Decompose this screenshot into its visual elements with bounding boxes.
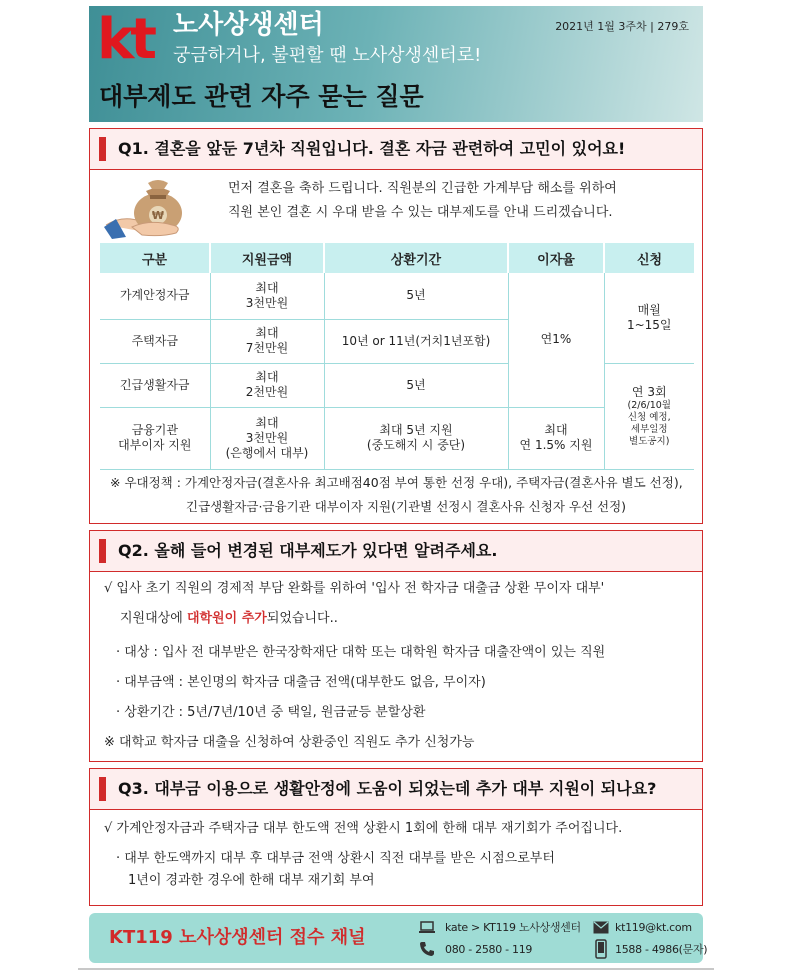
table-row bbox=[100, 273, 694, 319]
row-period: 5년 bbox=[324, 363, 508, 407]
page-title: 대부제도 관련 자주 묻는 질문 bbox=[99, 82, 424, 111]
email-channel[interactable]: kt119@kt.com bbox=[615, 921, 692, 934]
row-amount: 최대 7천만원 bbox=[210, 319, 324, 363]
issue-info: 2021년 1월 3주차 | 279호 bbox=[555, 20, 689, 33]
row-amount: 최대 3천만원 (은행에서 대부) bbox=[210, 407, 324, 469]
q3-header bbox=[90, 769, 702, 810]
q3-bullet2: 1년이 경과한 경우에 한해 대부 재기회 부여 bbox=[128, 873, 375, 888]
q2-bullet2: · 대부금액 : 본인명의 학자금 대출금 전액(대부한도 없음, 무이자) bbox=[116, 675, 486, 690]
q1-header bbox=[90, 129, 702, 170]
q1-question: Q1. 결혼을 앞둔 7년차 직원입니다. 결혼 자금 관련하여 고민이 있어요! bbox=[118, 139, 626, 158]
q2-bullet1: · 대상 : 입사 전 대부받은 한국장학재단 대학 또는 대학원 학자금 대출잔액이 있는 직원 bbox=[116, 645, 606, 660]
q2-line2: 지원대상에 대학원이 추가되었습니다.. bbox=[120, 611, 338, 626]
q1-note-line2: 긴급생활자금·금융기관 대부이자 지원(기관별 선정시 결혼사유 신청자 우선 선정) bbox=[186, 499, 627, 514]
laptop-icon bbox=[419, 921, 435, 935]
row-period: 10년 or 11년(거치1년포함) bbox=[324, 319, 508, 363]
slogan: 궁금하거나, 불편할 땐 노사상생센터로! bbox=[173, 45, 482, 66]
apply-monthly: 매월 1~15일 bbox=[604, 273, 694, 363]
q1-intro-line2: 직원 본인 결혼 시 우대 받을 수 있는 대부제도를 안내 드리겠습니다. bbox=[228, 205, 613, 220]
bottom-divider bbox=[78, 968, 714, 970]
kt-logo: kt bbox=[97, 7, 154, 72]
center-name: 노사상생센터 bbox=[173, 10, 324, 40]
q3-line1: √ 가계안정자금과 주택자금 대부 한도액 전액 상환시 1회에 한해 대부 재기회가 주어집니다. bbox=[104, 821, 623, 836]
footer-title: KT119 노사상생센터 접수 채널 bbox=[109, 927, 366, 948]
rate-merged: 연1% bbox=[508, 273, 604, 407]
q2-bullet3: · 상환기간 : 5년/7년/10년 중 택일, 원금균등 분할상환 bbox=[116, 705, 426, 720]
row-type: 금융기관 대부이자 지원 bbox=[100, 407, 210, 469]
q3-question: Q3. 대부금 이용으로 생활안정에 도움이 되었는데 추가 대부 지원이 되나요? bbox=[118, 779, 657, 798]
loan-table bbox=[100, 243, 694, 470]
phone-channel[interactable]: 080 - 2580 - 119 bbox=[445, 943, 533, 956]
q3-section bbox=[89, 768, 703, 906]
table-header: 지원금액 bbox=[210, 243, 324, 273]
row-period: 5년 bbox=[324, 273, 508, 319]
q2-question: Q2. 올해 들어 변경된 대부제도가 있다면 알려주세요. bbox=[118, 541, 498, 560]
row-amount: 최대 3천만원 bbox=[210, 273, 324, 319]
row-type: 긴급생활자금 bbox=[100, 363, 210, 407]
table-row bbox=[100, 363, 694, 407]
money-bag-icon bbox=[102, 175, 194, 241]
row-rate: 최대 연 1.5% 지원 bbox=[508, 407, 604, 469]
q1-intro-line1: 먼저 결혼을 축하 드립니다. 직원분의 긴급한 가계부담 해소를 위하여 bbox=[228, 181, 617, 196]
q3-bullet1: · 대부 한도액까지 대부 후 대부금 전액 상환시 직전 대부를 받은 시점으로부터 bbox=[116, 851, 555, 866]
row-amount: 최대 2천만원 bbox=[210, 363, 324, 407]
table-header: 신청 bbox=[604, 243, 694, 273]
mobile-icon bbox=[595, 939, 607, 959]
envelope-icon bbox=[593, 921, 609, 934]
newsletter-header bbox=[89, 6, 703, 122]
contact-footer bbox=[89, 913, 708, 963]
q2-highlight: 대학원이 추가 bbox=[186, 611, 267, 626]
q1-accent-bar bbox=[99, 137, 106, 161]
q3-accent-bar bbox=[99, 777, 106, 801]
phone-icon bbox=[419, 941, 435, 957]
table-header: 이자율 bbox=[508, 243, 604, 273]
web-channel[interactable]: kate > KT119 노사상생센터 bbox=[445, 921, 581, 934]
q2-note: ※ 대학교 학자금 대출을 신청하여 상환중인 직원도 추가 신청가능 bbox=[104, 735, 475, 750]
row-type: 주택자금 bbox=[100, 319, 210, 363]
sms-channel[interactable]: 1588 - 4986(문자) bbox=[615, 943, 708, 956]
row-type: 가계안정자금 bbox=[100, 273, 210, 319]
svg-text:₩: ₩ bbox=[151, 209, 165, 222]
q2-accent-bar bbox=[99, 539, 106, 563]
table-header: 구분 bbox=[100, 243, 210, 273]
q2-header bbox=[90, 531, 702, 572]
q2-line1: √ 입사 초기 직원의 경제적 부담 완화를 위하여 '입사 전 학자금 대출금 상환 무이자 대부' bbox=[104, 581, 605, 596]
table-header: 상환기간 bbox=[324, 243, 508, 273]
apply-yearly: 연 3회 (2/6/10월 신청 예정, 세부일정 별도공지) bbox=[604, 363, 694, 469]
q1-note-line1: ※ 우대정책 : 가계안정자금(결혼사유 최고배점40점 부여 통한 선정 우대), 주택자금(결혼사유 별도 선정), bbox=[110, 475, 683, 490]
q1-section bbox=[89, 128, 703, 524]
q2-section bbox=[89, 530, 703, 762]
row-period: 최대 5년 지원 (중도해지 시 중단) bbox=[324, 407, 508, 469]
table-header-row bbox=[100, 243, 694, 273]
